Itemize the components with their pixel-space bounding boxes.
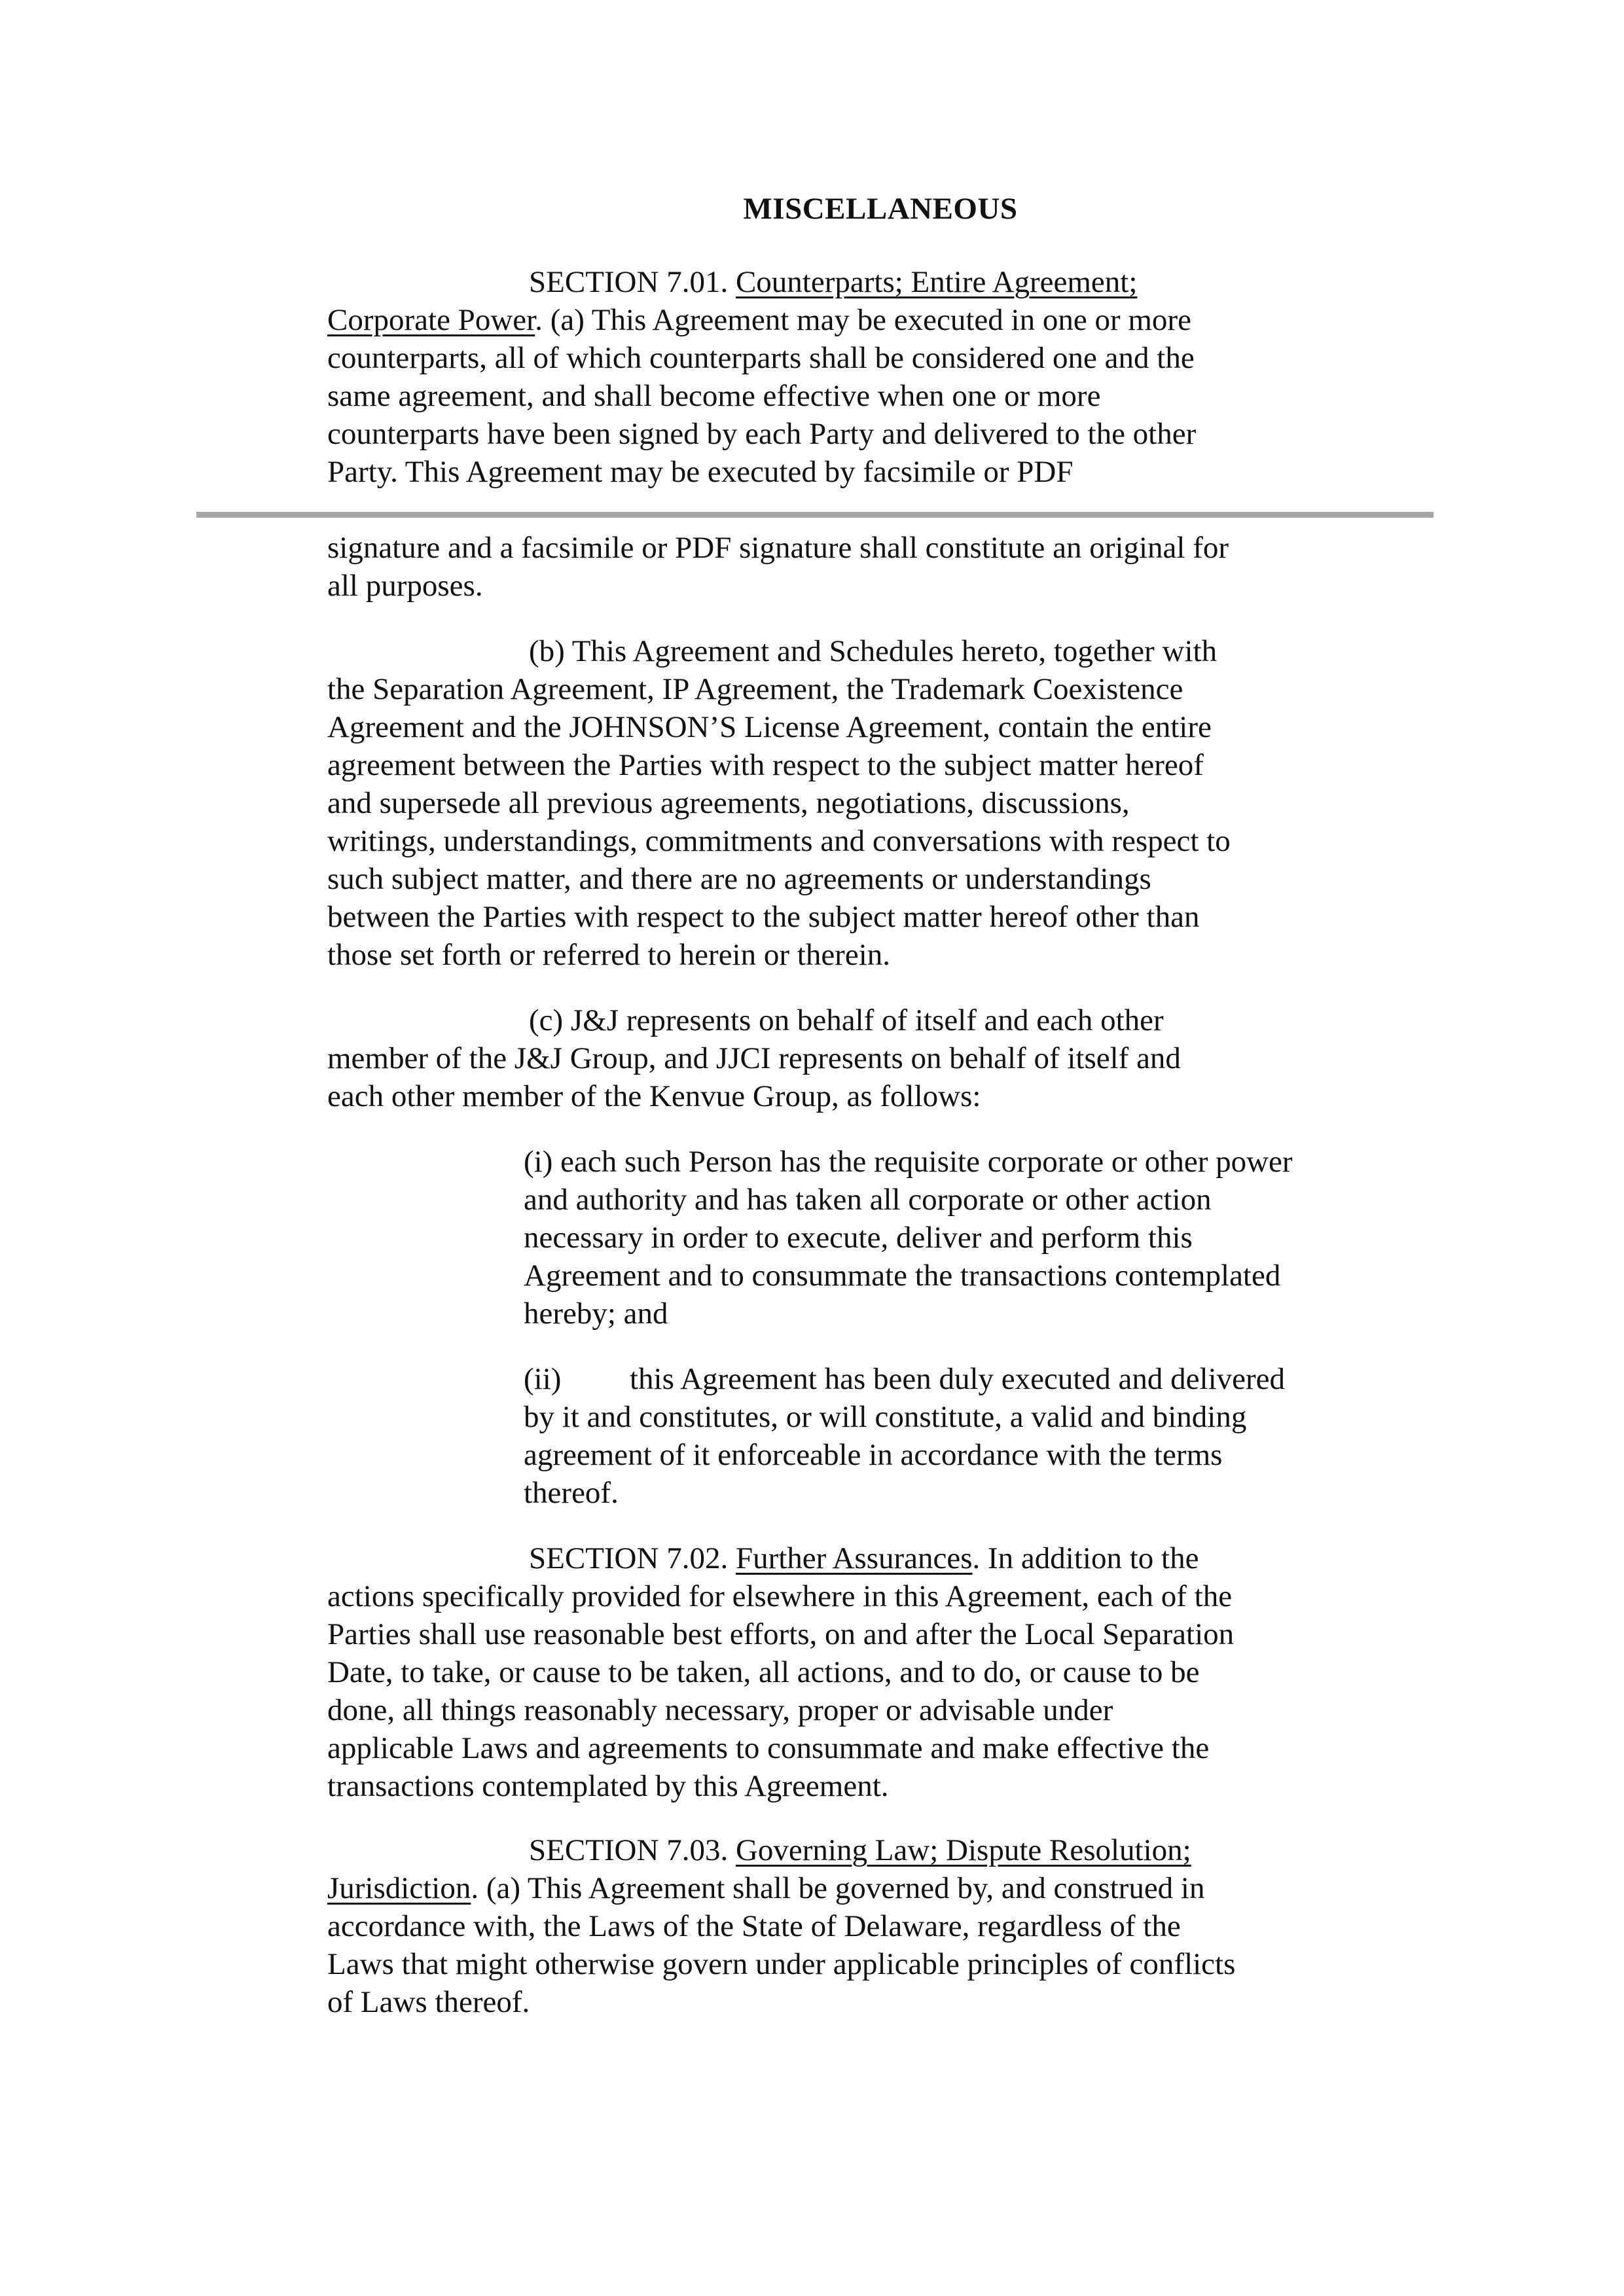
paragraph-line: of Laws thereof. [327, 1985, 530, 2019]
paragraph-line: accordance with, the Laws of the State of Delaware, regardless of the [327, 1909, 1181, 1943]
paragraph-line: between the Parties with respect to the subject matter hereof other than [327, 900, 1200, 934]
page-heading: MISCELLANEOUS [743, 192, 1018, 226]
section-7-03-title-line [529, 1831, 1191, 1869]
clause-line: agreement of it enforceable in accordance with the terms [524, 1438, 1223, 1472]
paragraph-line: counterparts have been signed by each Party and delivered to the other [327, 417, 1197, 451]
paragraph-line: member of the J&J Group, and JJCI represents on behalf of itself and [327, 1041, 1181, 1075]
paragraph-line: applicable Laws and agreements to consummate and make effective the [327, 1731, 1210, 1765]
page-break-divider [196, 512, 1434, 518]
paragraph-line: counterparts, all of which counterparts shall be considered one and the [327, 341, 1195, 375]
clause-line: necessary in order to execute, deliver and perform this [524, 1221, 1193, 1255]
clause-line: and authority and has taken all corporate or other action [524, 1183, 1212, 1217]
section-7-01-title-line [529, 263, 1137, 301]
section-7-02-title-line: SECTION 7.02. Further Assurances. In addition to the [529, 1541, 1199, 1575]
clause-line: thereof. [524, 1476, 619, 1510]
paragraph-line: Date, to take, or cause to be taken, all actions, and to do, or cause to be [327, 1655, 1200, 1689]
paragraph-line: signature and a facsimile or PDF signature shall constitute an original for [327, 531, 1229, 565]
section-7-01-title: Counterparts; Entire Agreement; [735, 265, 1138, 299]
paragraph-line: Agreement and the JOHNSON’S License Agreement, contain the entire [327, 710, 1212, 744]
paragraph-line: transactions contemplated by this Agreement. [327, 1769, 889, 1803]
paragraph-line: done, all things reasonably necessary, proper or advisable under [327, 1693, 1113, 1727]
paragraph-line: each other member of the Kenvue Group, as follows: [327, 1079, 981, 1113]
section-7-01-line: Corporate Power. (a) This Agreement may be executed in one or more [327, 303, 1191, 337]
clause-line: Agreement and to consummate the transactions contemplated [524, 1259, 1281, 1293]
section-7-03-title: Governing Law; Dispute Resolution; [735, 1833, 1191, 1867]
paragraph-line: all purposes. [327, 569, 483, 603]
paragraph-line: and supersede all previous agreements, negotiations, discussions, [327, 786, 1130, 820]
paragraph-line: Parties shall use reasonable best efforts, on and after the Local Separation [327, 1617, 1235, 1651]
paragraph-line: actions specifically provided for elsewhere in this Agreement, each of the [327, 1579, 1233, 1613]
section-7-03-label: SECTION 7.03. [529, 1833, 736, 1867]
paragraph-line: agreement between the Parties with respect to the subject matter hereof [327, 748, 1204, 782]
paragraph-line: Party. This Agreement may be executed by facsimile or PDF [327, 455, 1074, 489]
paragraph-line: Laws that might otherwise govern under applicable principles of conflicts [327, 1947, 1236, 1981]
paragraph-b-line: (b) This Agreement and Schedules hereto, together with [529, 634, 1218, 668]
clause-line: hereby; and [524, 1297, 668, 1331]
paragraph-line: those set forth or referred to herein or therein. [327, 938, 890, 972]
paragraph-c-line: (c) J&J represents on behalf of itself and each other [529, 1003, 1164, 1037]
clause-ii-line: this Agreement has been duly executed and delivered [630, 1362, 1285, 1396]
section-7-03-title-cont: Jurisdiction [327, 1871, 471, 1905]
paragraph-line: writings, understandings, commitments and conversations with respect to [327, 824, 1231, 858]
section-7-02-title: Further Assurances [735, 1541, 973, 1575]
section-7-01-label: SECTION 7.01. [529, 265, 736, 299]
section-7-01-title-cont: Corporate Power [327, 303, 535, 337]
clause-i-line: (i) each such Person has the requisite corporate or other power [524, 1145, 1293, 1179]
clause-line: by it and constitutes, or will constitute, a valid and binding [524, 1400, 1247, 1434]
paragraph-line: the Separation Agreement, IP Agreement, the Trademark Coexistence [327, 672, 1183, 706]
section-7-03-line: Jurisdiction. (a) This Agreement shall be governed by, and construed in [327, 1871, 1205, 1905]
section-7-02-label: SECTION 7.02. [529, 1541, 736, 1575]
paragraph-line: such subject matter, and there are no agreements or understandings [327, 862, 1151, 896]
paragraph-line: same agreement, and shall become effective when one or more [327, 379, 1101, 413]
clause-ii-label: (ii) [524, 1362, 562, 1396]
